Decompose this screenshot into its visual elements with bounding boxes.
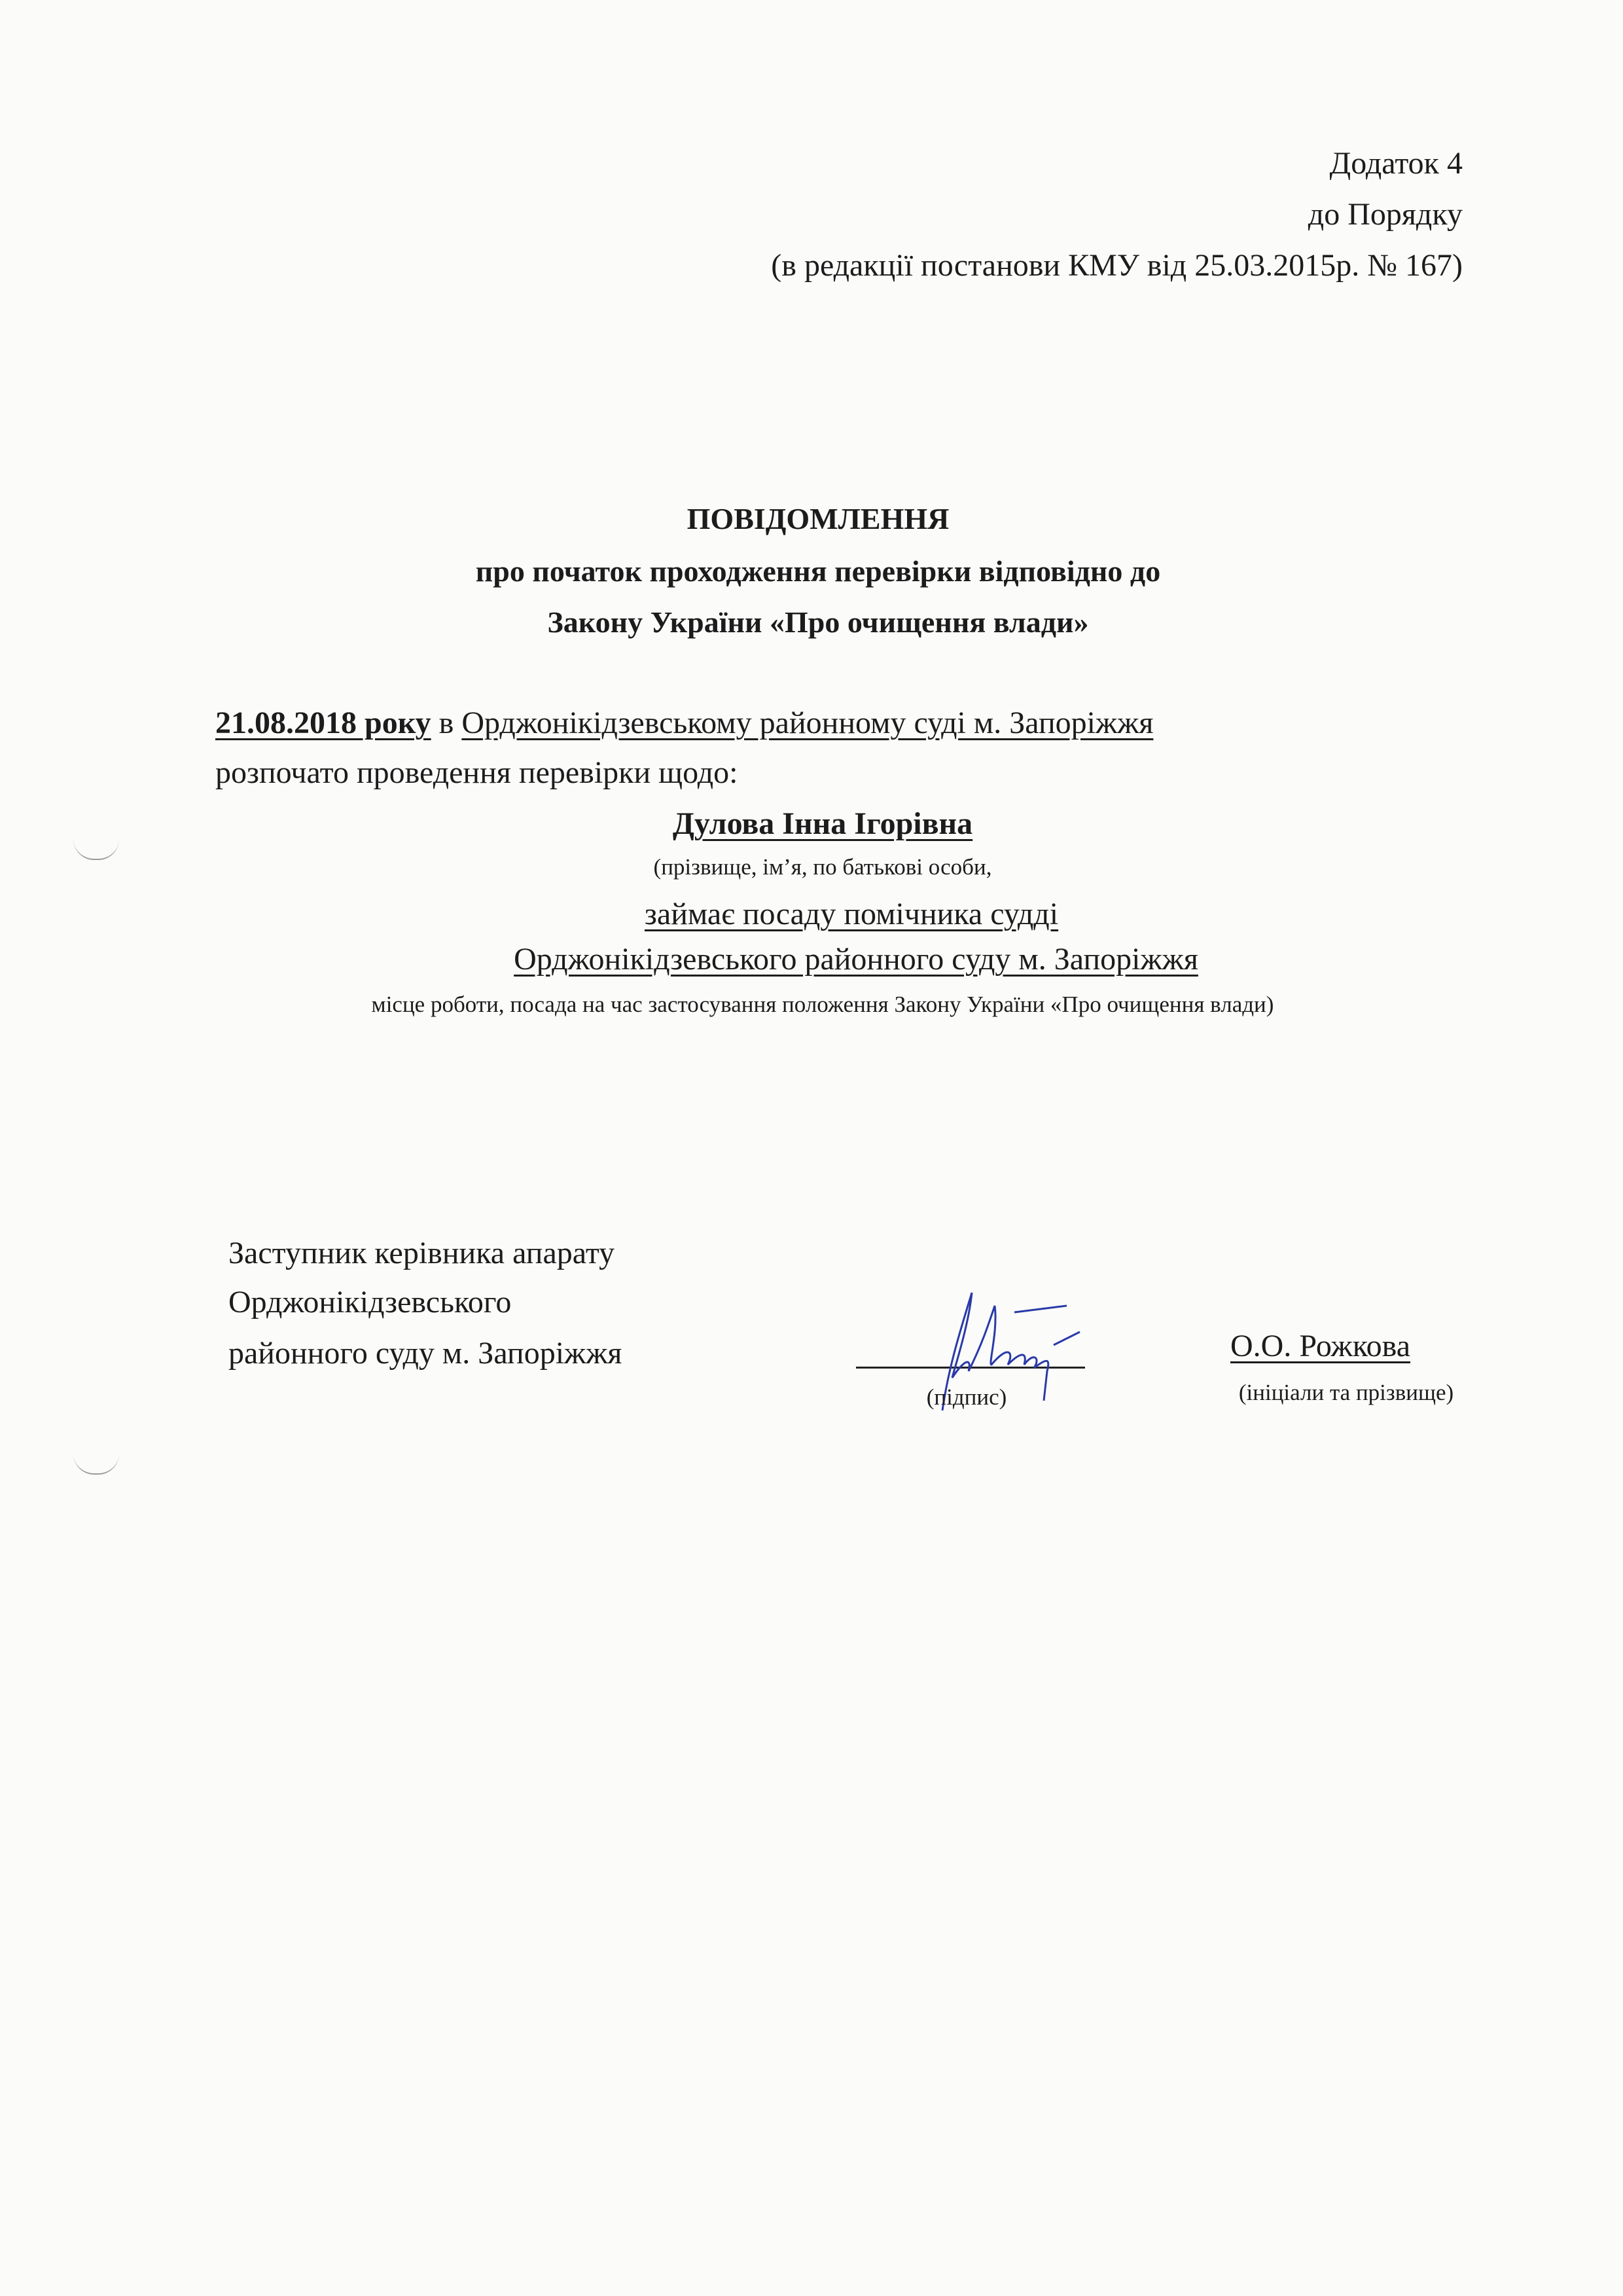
check-date: 21.08.2018 року xyxy=(215,706,431,740)
punch-hole-mark xyxy=(73,839,119,860)
check-start-line xyxy=(215,705,1153,742)
signer-role-line3: районного суду м. Запоріжжя xyxy=(228,1336,622,1371)
signature-caption: (підпис) xyxy=(926,1384,1007,1410)
signer-role-line2: Орджонікідзевського xyxy=(228,1285,512,1319)
preposition: в xyxy=(431,706,462,740)
position-caption: місце роботи, посада на час застосування положення Закону України «Про очищення влади) xyxy=(371,992,1274,1017)
person-name-caption: (прізвище, ім’я, по батькові особи, xyxy=(653,854,992,880)
appendix-label: Додаток 4 xyxy=(1329,146,1463,181)
person-name xyxy=(673,806,972,842)
person-position xyxy=(645,896,1058,933)
person-name-text: Дулова Інна Ігорівна xyxy=(672,806,973,841)
court-name: Орджонікідзевському районному суді м. Запоріжжя xyxy=(461,706,1154,740)
document-subtitle: про початок проходження перевірки відповідно до xyxy=(475,554,1161,588)
edition-label: (в редакції постанови КМУ від 25.03.2015р. № 167) xyxy=(771,248,1463,283)
check-started-text: розпочато проведення перевірки щодо: xyxy=(215,755,738,790)
document-title: ПОВІДОМЛЕННЯ xyxy=(687,502,950,535)
signer-name-text: О.О. Рожкова xyxy=(1230,1329,1411,1363)
person-position-text: займає посаду помічника судді xyxy=(644,897,1059,931)
signer-name xyxy=(1230,1328,1410,1365)
signer-name-caption: (ініціали та прізвище) xyxy=(1238,1380,1454,1405)
punch-hole-mark xyxy=(73,1454,119,1475)
person-workplace-text: Орджонікідзевського районного суду м. Запоріжжя xyxy=(514,942,1198,977)
document-subtitle-law: Закону України «Про очищення влади» xyxy=(547,605,1089,639)
order-label: до Порядку xyxy=(1308,197,1463,232)
signer-role-line1: Заступник керівника апарату xyxy=(228,1236,615,1270)
person-workplace xyxy=(514,941,1198,978)
